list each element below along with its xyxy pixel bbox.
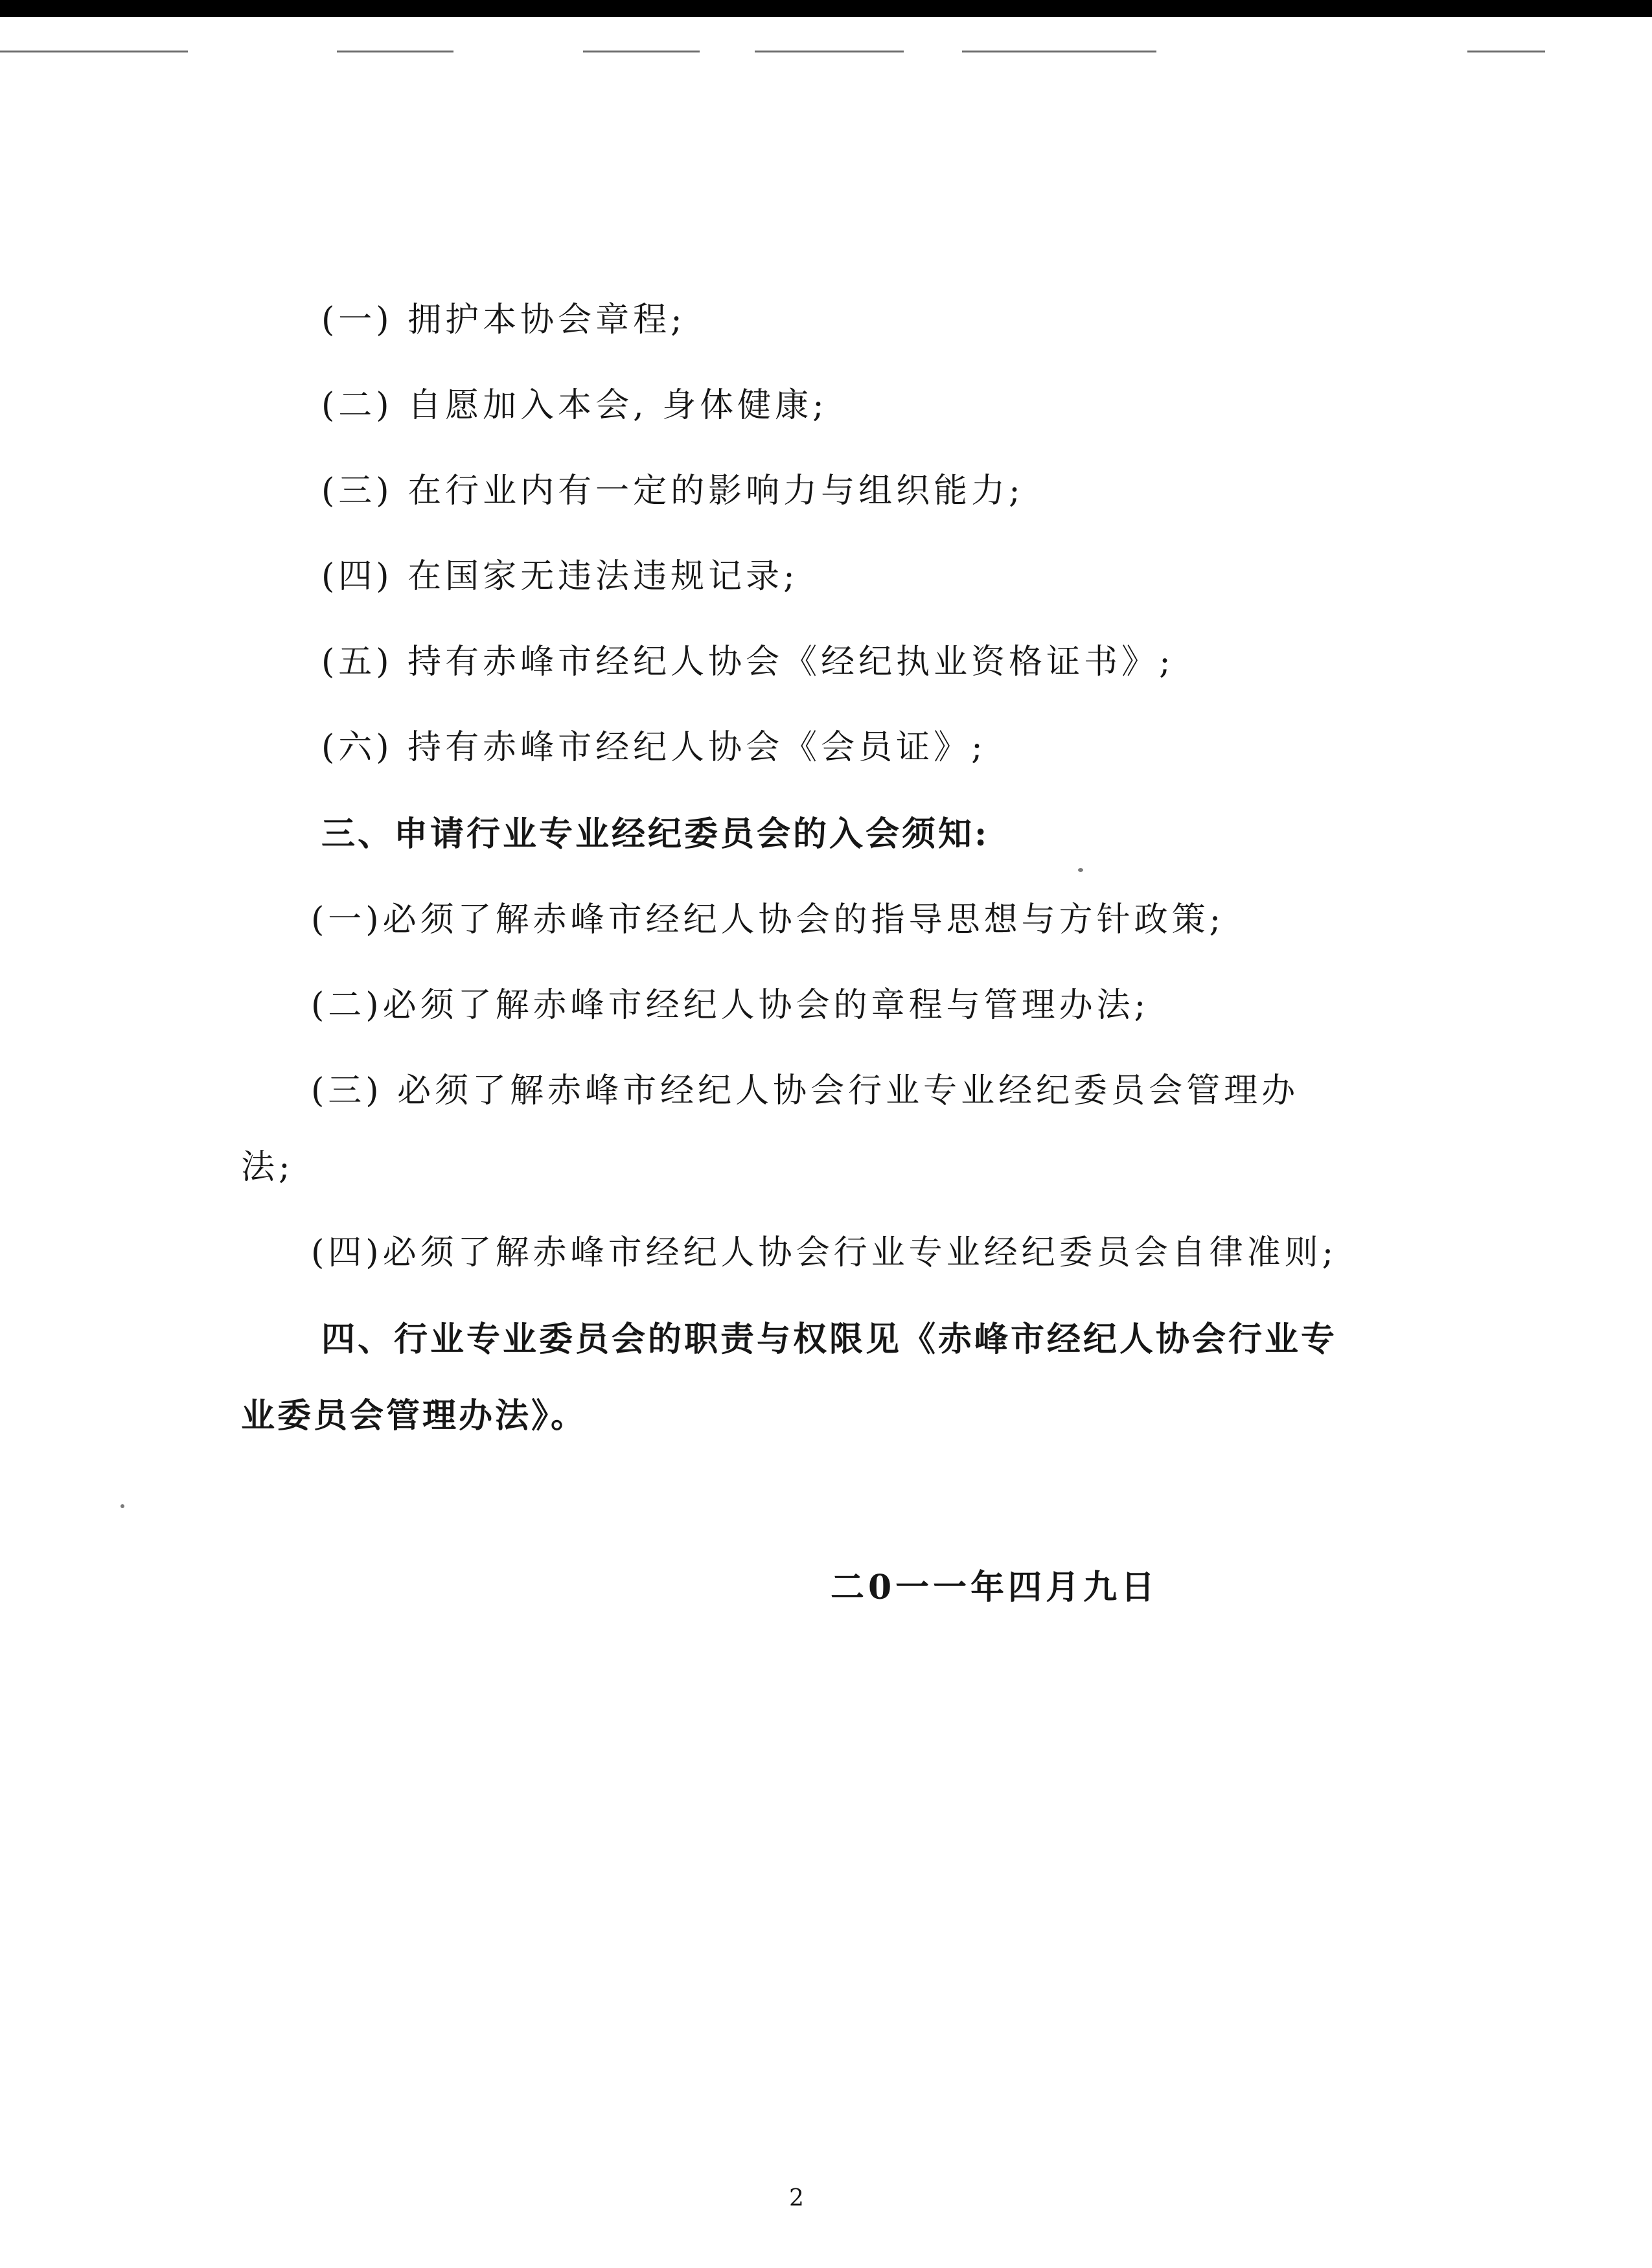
notice-item: (一)必须了解赤峰市经纪人协会的指导思想与方针政策;: [311, 900, 1225, 939]
scan-rule: [962, 51, 1156, 52]
scan-rule: [337, 51, 453, 52]
qualification-item: (二) 自愿加入本会, 身体健康;: [321, 386, 828, 425]
qualification-item: (一) 拥护本协会章程;: [321, 301, 686, 339]
notice-item: (二)必须了解赤峰市经纪人协会的章程与管理办法;: [311, 986, 1150, 1025]
scan-top-edge: [0, 0, 1652, 17]
notice-item: (三) 必须了解赤峰市经纪人协会行业专业经纪委员会管理办: [311, 1071, 1300, 1110]
notice-item-continuation: 法;: [241, 1148, 294, 1187]
scan-rule: [583, 51, 700, 52]
section-4-paragraph-line2: 业委员会管理办法》。: [241, 1396, 588, 1436]
notice-item: (四)必须了解赤峰市经纪人协会行业专业经纪委员会自律准则;: [311, 1233, 1338, 1272]
qualification-item: (五) 持有赤峰市经纪人协会《经纪执业资格证书》;: [321, 643, 1175, 682]
section-4-paragraph-line1: 四、行业专业委员会的职责与权限见《赤峰市经纪人协会行业专: [321, 1320, 1338, 1359]
scan-rule: [755, 51, 904, 52]
scan-speck: [1078, 868, 1083, 872]
qualification-item: (六) 持有赤峰市经纪人协会《会员证》;: [321, 728, 987, 767]
scan-speck: [120, 1504, 124, 1508]
scan-rule: [0, 51, 188, 52]
scan-rule: [1467, 51, 1545, 52]
qualification-item: (四) 在国家无违法违规记录;: [321, 557, 799, 596]
page-number: 2: [789, 2185, 804, 2212]
document-date: 二0一一年四月九日: [831, 1568, 1159, 1607]
section-3-heading: 三、申请行业专业经纪委员会的入会须知:: [321, 814, 990, 854]
qualification-item: (三) 在行业内有一定的影响力与组织能力;: [321, 472, 1024, 510]
